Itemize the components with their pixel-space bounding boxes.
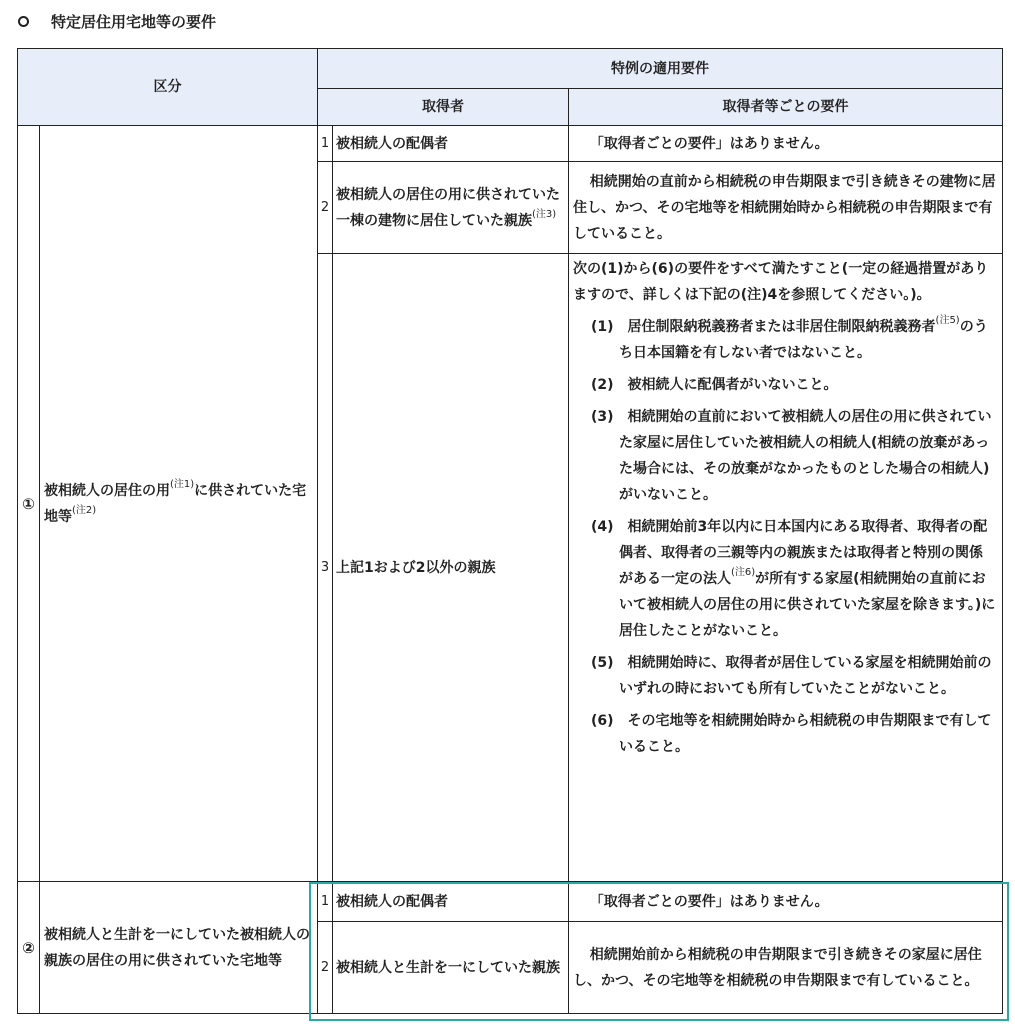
requirement-cell: 相続開始前から相続税の申告期限まで引き続きその家屋に居住し、かつ、その宅地等を相続税の申告期限まで有していること。 [569,922,1003,1014]
header-acquirer: 取得者 [318,89,569,126]
section-heading [14,6,216,36]
section-number: ② [18,882,40,1014]
row-index: 1 [318,126,333,162]
acquirer-cell: 被相続人の居住の用に供されていた一棟の建物に居住していた親族$^{(注3)}$ [333,162,569,254]
table-row [18,882,1003,922]
requirements-table [17,48,1003,1014]
list-item: (5) 相続開始時に、取得者が居住している家屋を相続開始前のいずれの時においても所有していたことがないこと。 [591,655,992,697]
requirement-intro: 次の(1)から(6)の要件をすべて満たすこと(一定の経過措置がありますので、詳しくは下記の(注)4を参照してください。)。 [573,261,989,303]
circle-icon [18,16,29,27]
row-index: 3 [318,254,333,882]
header-requirements: 特例の適用要件 [318,49,1003,89]
list-item: (6) その宅地等を相続開始時から相続税の申告期限まで有していること。 [591,713,992,755]
requirement-cell: 「取得者ごとの要件」はありません。 [569,882,1003,922]
row-index: 1 [318,882,333,922]
category-cell: 被相続人と生計を一にしていた被相続人の親族の居住の用に供されていた宅地等 [40,882,318,1014]
requirement-list [573,314,996,760]
list-item: (2) 被相続人に配偶者がいないこと。 [591,377,838,393]
table-row [18,126,1003,162]
acquirer-cell: 被相続人の配偶者 [333,126,569,162]
row-index: 2 [318,162,333,254]
category-cell: 被相続人の居住の用$^{(注1)}$に供されていた宅地等$^{(注2)}$ [40,126,318,882]
header-acquirer-requirements: 取得者等ごとの要件 [569,89,1003,126]
list-item: (3) 相続開始の直前において被相続人の居住の用に供されていた家屋に居住していた被相続人の相続人(相続の放棄があった場合には、その放棄がなかったものとした場合の相続人)がいないこと。 [591,409,992,503]
row-index: 2 [318,922,333,1014]
requirement-cell: 相続開始の直前から相続税の申告期限まで引き続きその建物に居住し、かつ、その宅地等を相続開始時から相続税の申告期限まで有していること。 [569,162,1003,254]
list-item: (4) 相続開始前3年以内に日本国内にある取得者、取得者の配偶者、取得者の三親等内の親族または取得者と特別の関係がある一定の法人$^{(注6)}$が所有する家屋(相続開始の直前において被相続人の居住の用に供されていた家屋を除きます。)に居住したことがないこと。 [591,519,996,639]
requirement-cell: 「取得者ごとの要件」はありません。 [569,126,1003,162]
section-title: 特定居住用宅地等の要件 [51,12,217,31]
acquirer-cell: 上記1および2以外の親族 [333,254,569,882]
requirement-cell [569,254,1003,882]
header-category: 区分 [18,49,318,126]
section-number: ① [18,126,40,882]
list-item: (1) 居住制限納税義務者または非居住制限納税義務者$^{(注5)}$のうち日本国籍を有しない者ではないこと。 [591,315,988,361]
acquirer-cell: 被相続人の配偶者 [333,882,569,922]
acquirer-cell: 被相続人と生計を一にしていた親族 [333,922,569,1014]
